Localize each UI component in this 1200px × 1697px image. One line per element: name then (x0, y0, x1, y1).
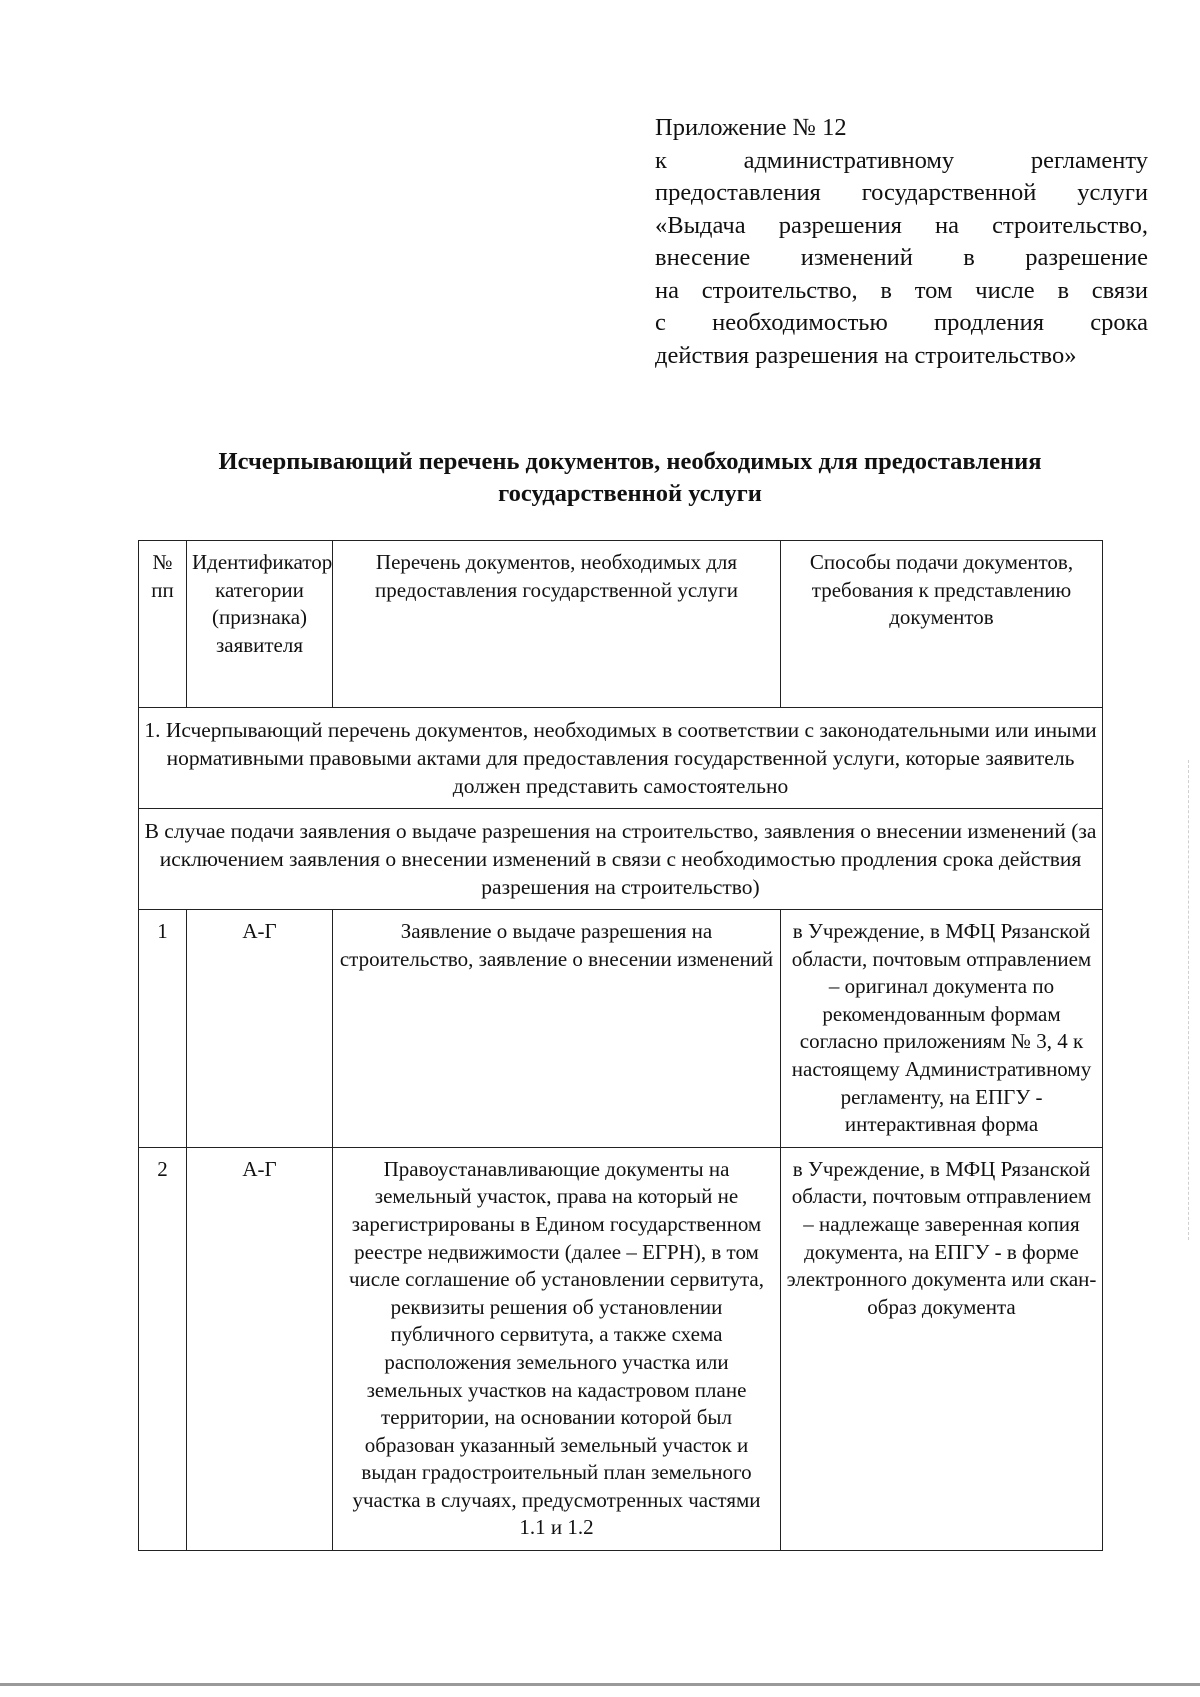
table-row (139, 1147, 1103, 1550)
appendix-line: на строительство, в том числе в связи (655, 276, 1148, 304)
documents-table (138, 540, 1103, 1551)
scan-edge-mark (1188, 760, 1191, 1240)
appendix-line: внесение изменений в разрешение (655, 244, 1148, 271)
row-document: Заявление о выдаче разрешения на строительство, заявление о внесении изменений (333, 910, 781, 1148)
row-number: 2 (139, 1147, 187, 1550)
table-header-row (139, 541, 1103, 708)
row-methods: в Учреждение, в МФЦ Рязанской области, почтовым отправлением – оригинал документа по рекомендованным формам согласно приложениям № 3, 4 к настоящему Административному регламенту, на ЕПГУ - интерактивная форма (781, 910, 1103, 1148)
appendix-line: к административному регламенту (655, 146, 1148, 174)
appendix-line: с необходимостью продления срока (655, 309, 1148, 336)
appendix-line: действия разрешения на строительство» (655, 341, 1077, 369)
row-methods: в Учреждение, в МФЦ Рязанской области, почтовым отправлением – надлежаще заверенная копия документа, на ЕПГУ - в форме электронного документа или скан-образ документа (781, 1147, 1103, 1550)
row-category: А-Г (187, 910, 333, 1148)
appendix-line: предоставления государственной услуги (655, 179, 1148, 206)
header-number: № пп (139, 541, 187, 708)
header-methods: Способы подачи документов, требования к представлению документов (781, 541, 1103, 708)
row-document: Правоустанавливающие документы на земельный участок, права на который не зарегистрированы в Едином государственном реестре недвижимости (далее – ЕГРН), в том числе соглашение об установлении сервитута, реквизиты решения об установлении публичного сервитута, а также схема расположения земельного участка или земельных участков на кадастровом плане территории, на основании которой был образован указанный земельный участок и выдан градостроительный план земельного участка в случаях, предусмотренных частями 1.1 и 1.2 (333, 1147, 781, 1550)
document-title-line: Исчерпывающий перечень документов, необходимых для предоставления (218, 448, 1042, 475)
subsection-row (139, 809, 1103, 910)
document-title (130, 446, 1130, 510)
document-title-line: государственной услуги (498, 480, 762, 507)
row-category: А-Г (187, 1147, 333, 1550)
appendix-block (655, 112, 1148, 372)
appendix-line: Приложение № 12 (655, 114, 847, 141)
scan-bottom-edge (0, 1683, 1200, 1686)
section-row (139, 708, 1103, 809)
table-row (139, 910, 1103, 1148)
row-number: 1 (139, 910, 187, 1148)
section-heading: 1. Исчерпывающий перечень документов, необходимых в соответствии с законодательными или иными нормативными правовыми актами для предоставления государственной услуги, которые заявитель должен представить самостоятельно (139, 708, 1103, 809)
appendix-line: «Выдача разрешения на строительство, (655, 211, 1148, 239)
subsection-heading: В случае подачи заявления о выдаче разрешения на строительство, заявления о внесении изменений (за исключением заявления о внесении изменений в связи с необходимостью продления срока действия разрешения на строительство) (139, 809, 1103, 910)
header-documents: Перечень документов, необходимых для предоставления государственной услуги (333, 541, 781, 708)
header-category: Идентификатор категории (признака) заявителя (187, 541, 333, 708)
